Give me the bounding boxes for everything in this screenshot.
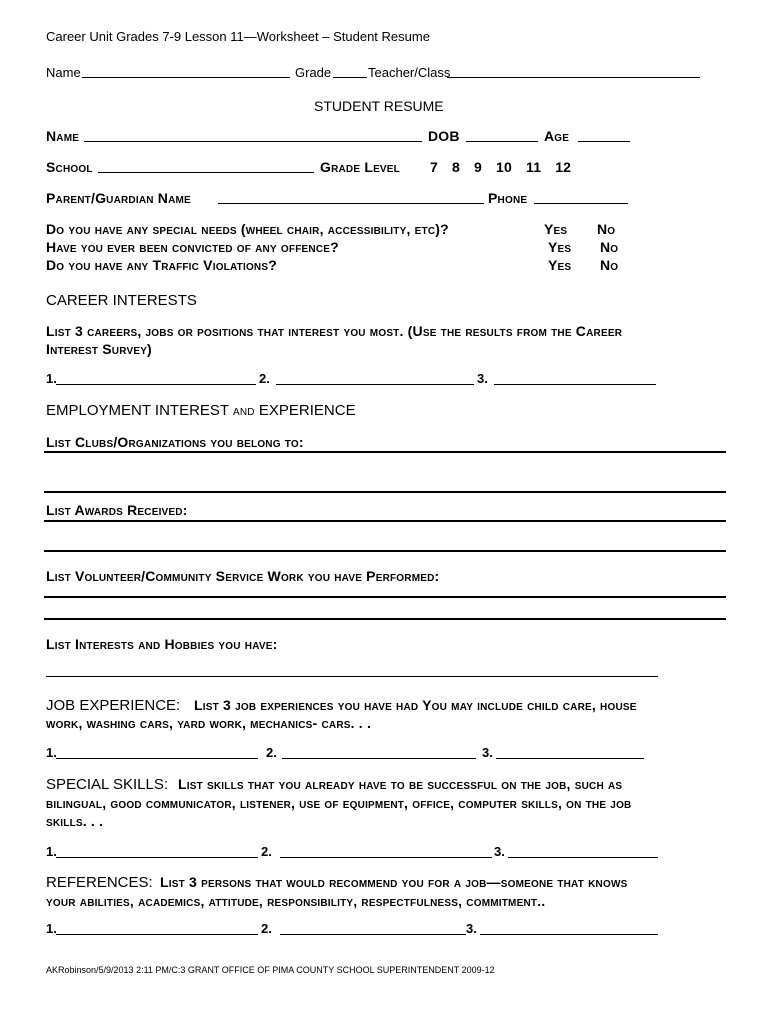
grade-option-7[interactable]: 7 — [430, 159, 438, 175]
grade-label: Grade — [295, 65, 332, 80]
volunteer-label: List Volunteer/Community Service Work you have Performed: — [46, 568, 440, 584]
employment-heading — [46, 403, 356, 418]
hobbies-field[interactable] — [46, 676, 658, 677]
volunteer-line-2[interactable] — [44, 618, 726, 620]
employment-heading-and: and — [232, 402, 255, 418]
dob-label: DOB — [428, 128, 460, 144]
career-instruction-2: Interest Survey) — [46, 341, 152, 357]
yes-option[interactable]: Yes — [548, 239, 572, 255]
employment-heading-a: EMPLOYMENT INTEREST — [46, 402, 229, 419]
skills-field-2[interactable] — [280, 857, 492, 858]
grade-option-11[interactable]: 11 — [525, 159, 542, 175]
yes-option[interactable]: Yes — [544, 221, 568, 237]
skills-text-2: bilingual, good communicator, listener, use of equipment, office, computer skills, on the job — [46, 795, 632, 811]
no-option[interactable]: No — [600, 257, 619, 273]
job-number-3: 3. — [482, 745, 493, 760]
skills-field-1[interactable] — [56, 857, 258, 858]
no-option[interactable]: No — [600, 239, 619, 255]
grade-option-9[interactable]: 9 — [474, 159, 482, 175]
grade-level-label: Grade Level — [320, 159, 400, 175]
awards-label: List Awards Received: — [46, 502, 188, 518]
references-field-2[interactable] — [280, 934, 466, 935]
parent-field[interactable] — [218, 203, 484, 204]
references-number-3: 3. — [466, 921, 477, 936]
job-text-2: work, washing cars, yard work, mechanics- cars. . . — [46, 715, 372, 731]
no-option[interactable]: No — [597, 221, 616, 237]
clubs-line-1[interactable] — [44, 451, 726, 453]
skills-number-3: 3. — [494, 844, 505, 859]
skills-number-1: 1. — [46, 844, 57, 859]
references-number-2: 2. — [261, 921, 272, 936]
career-heading: CAREER INTERESTS — [46, 292, 197, 309]
references-heading: REFERENCES: — [46, 874, 153, 891]
job-text-1: List 3 job experiences you have had You may include child care, house — [194, 697, 637, 713]
job-field-3[interactable] — [496, 758, 644, 759]
question-convicted: Have you ever been convicted of any offence? — [46, 239, 339, 255]
career-number-1: 1. — [46, 371, 57, 386]
job-number-1: 1. — [46, 745, 57, 760]
skills-field-3[interactable] — [508, 857, 658, 858]
question-traffic: Do you have any Traffic Violations? — [46, 257, 277, 273]
references-text-2: your abilities, academics, attitude, responsibility, respectfulness, commitment.. — [46, 893, 546, 909]
name-field[interactable] — [82, 77, 290, 78]
career-number-2: 2. — [259, 371, 270, 386]
resume-name-label: Name — [46, 128, 80, 144]
age-field[interactable] — [578, 141, 630, 142]
name-label: Name — [46, 65, 81, 80]
yes-option[interactable]: Yes — [548, 257, 572, 273]
hobbies-label: List Interests and Hobbies you have: — [46, 636, 278, 652]
job-heading: JOB EXPERIENCE: — [46, 697, 181, 714]
parent-label: Parent/Guardian Name — [46, 190, 191, 206]
phone-field[interactable] — [534, 203, 628, 204]
job-field-2[interactable] — [282, 758, 476, 759]
resume-name-field[interactable] — [84, 141, 422, 142]
grade-field[interactable] — [333, 77, 367, 78]
school-label: School — [46, 159, 93, 175]
employment-heading-b: EXPERIENCE — [258, 402, 356, 419]
job-number-2: 2. — [266, 745, 277, 760]
grade-option-10[interactable]: 10 — [496, 159, 512, 175]
grade-option-8[interactable]: 8 — [452, 159, 460, 175]
career-field-2[interactable] — [276, 384, 474, 385]
grade-options — [430, 160, 585, 174]
references-text-1: List 3 persons that would recommend you for a job—someone that knows — [160, 874, 628, 890]
references-field-1[interactable] — [56, 934, 258, 935]
skills-text-1: List skills that you already have to be successful on the job, such as — [178, 776, 623, 792]
teacher-label: Teacher/Class — [368, 65, 451, 80]
grade-option-12[interactable]: 12 — [555, 159, 572, 175]
career-instruction-1: List 3 careers, jobs or positions that interest you most. (Use the results from the Career — [46, 323, 623, 339]
awards-line-2[interactable] — [44, 550, 726, 552]
career-field-3[interactable] — [494, 384, 656, 385]
clubs-label: List Clubs/Organizations you belong to: — [46, 434, 304, 450]
career-field-1[interactable] — [56, 384, 256, 385]
dob-field[interactable] — [466, 141, 538, 142]
worksheet-title: Career Unit Grades 7-9 Lesson 11—Worksheet – Student Resume — [46, 29, 430, 44]
skills-heading: SPECIAL SKILLS: — [46, 776, 169, 793]
awards-line-1[interactable] — [44, 520, 726, 522]
phone-label: Phone — [488, 190, 528, 206]
teacher-field[interactable] — [447, 77, 700, 78]
skills-number-2: 2. — [261, 844, 272, 859]
school-field[interactable] — [98, 172, 314, 173]
resume-title: STUDENT RESUME — [314, 98, 444, 114]
footer-text: AKRobinson/5/9/2013 2:11 PM/C:3 GRANT OFFICE OF PIMA COUNTY SCHOOL SUPERINTENDENT 2009-12 — [46, 965, 495, 975]
references-number-1: 1. — [46, 921, 57, 936]
job-field-1[interactable] — [56, 758, 258, 759]
volunteer-line-1[interactable] — [44, 596, 726, 598]
career-number-3: 3. — [477, 371, 488, 386]
age-label: Age — [544, 128, 570, 144]
skills-text-3: skills. . . — [46, 813, 104, 829]
clubs-line-2[interactable] — [44, 491, 726, 493]
references-field-3[interactable] — [480, 934, 658, 935]
question-special-needs: Do you have any special needs (wheel chair, accessibility, etc)? — [46, 221, 449, 237]
